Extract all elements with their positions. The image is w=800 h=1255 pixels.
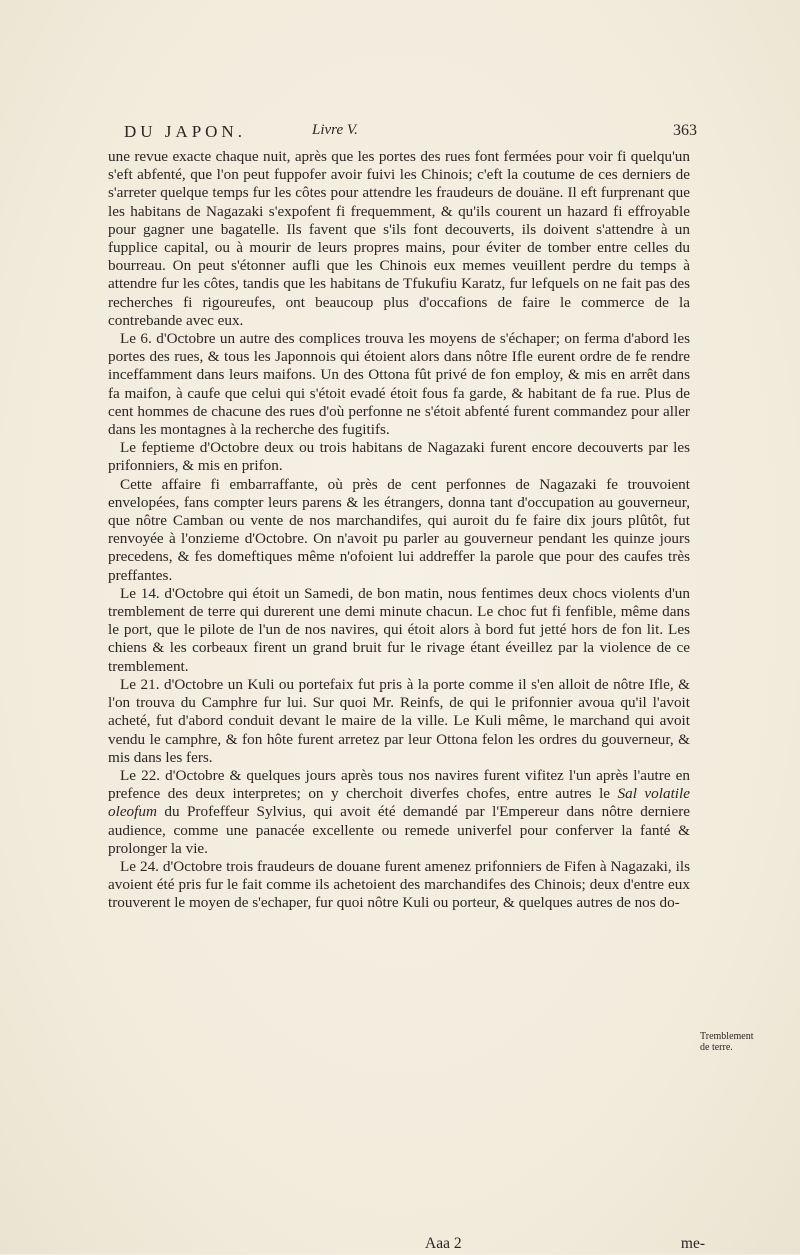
page-footer bbox=[120, 1235, 705, 1255]
margin-note: Tremblement de terre. bbox=[700, 1031, 754, 1053]
signature-mark: Aaa 2 bbox=[425, 1235, 462, 1252]
paragraph-4: Cette affaire fi embarraffante, où près de cent perfonnes de Nagazaki fe trouvoient envelopées, fans compter leurs parens & les étrangers, donna tant d'occupation au gouverneur, que nôtre Camban ou vente de nos marchandifes, qui auroit du fe faire dix jours plûtôt, fut renvoyée à l'onzieme d'Octobre. On n'avoit pu parler au gouverneur pendant les quinze jours precedens, & fes domeftiques même n'ofoient lui addreffer la parole que pour des caufes très preffantes. bbox=[108, 475, 690, 584]
body-text bbox=[108, 148, 690, 913]
running-title: DU JAPON. bbox=[124, 122, 246, 141]
paragraph-3: Le feptieme d'Octobre deux ou trois habitans de Nagazaki furent encore decouverts par les prifonniers, & mis en prifon. bbox=[108, 439, 690, 475]
book-number: Livre V. bbox=[312, 122, 358, 138]
paragraph-1: une revue exacte chaque nuit, après que les portes des rues font fermées pour voir fi quelqu'un s'eft abfenté, que l'on peut fuppofer avoir fuivi les Chinois; c'eft la coutume de ces derniers de s'arreter quelque temps fur les côtes pour attendre les fraudeurs de douäne. Il eft furprenant que les habitans de Nagazaki s'expofent fi frequemment, & qu'ils courent un hazard fi effroyable pour gagner une bagatelle. Ils favent que s'ils font decouverts, ils doivent s'attendre à un fupplice capital, ou à mourir de leurs propres mains, pour éviter de tomber entre celles du bourreau. On peut s'étonner aufli que les Chinois eux memes veuillent perdre du temps à attendre fur les côtes, tandis que les habitans de Tfukufiu Karatz, fur lefquels on ne fait pas des recherches fi rigoureufes, ont beaucoup plus d'occafions de faire le commerce de la contrebande avec eux. bbox=[108, 148, 690, 329]
paragraph-2: Le 6. d'Octobre un autre des complices trouva les moyens de s'échaper; on ferma d'abord les portes des rues, & tous les Japonnois qui étoient alors dans nôtre Ifle eurent ordre de fe rendre inceffamment dans leurs maifons. Un des Ottona fût privé de fon employ, & mis en arrêt dans fa maifon, à caufe que celui qui s'étoit evadé étoit fous fa garde, & habitant de fa rue. Plus de cent hommes de chacune des rues d'où perfonne ne s'étoit abfenté furent commandez pour aller dans les montagnes à la recherche des fugitifs. bbox=[108, 330, 690, 439]
running-header bbox=[112, 122, 697, 148]
paragraph-5: Le 14. d'Octobre qui étoit un Samedi, de bon matin, nous fentimes deux chocs violents d'un tremblement de terre qui durerent une demi minute chacun. Le choc fut fi fenfible, même dans le port, que le pilote de l'un de nos navires, qui étoit alors à bord fut jetté hors de fon lit. Les chiens & les corbeaux firent un grand bruit fur le rivage étant éveillez par la violence de ce tremblement. bbox=[108, 584, 690, 675]
paragraph-7: Le 22. d'Octobre & quelques jours après tous nos navires furent vifitez l'un après l'autre en prefence des deux interpretes; on y cherchoit diverfes chofes, entre autres le Sal volatile oleofum du Profeffeur Sylvius, qui avoit été demandé par l'Empereur dans nôtre derniere audience, comme une panacée excellente ou remede univerfel pour conferver la fanté & prolonger la vie. bbox=[108, 766, 690, 857]
latin-phrase: Sal volatile oleofum bbox=[108, 785, 690, 821]
paragraph-8: Le 24. d'Octobre trois fraudeurs de douane furent amenez prifonniers de Fifen à Nagazaki, ils avoient été pris fur le fait comme ils achetoient des marchandifes des Chinois; deux d'entre eux trouverent le moyen de s'echaper, fur quoi nôtre Kuli ou porteur, & quelques autres de nos do- bbox=[108, 857, 690, 912]
page-number: 363 bbox=[673, 122, 697, 139]
paragraph-6: Le 21. d'Octobre un Kuli ou portefaix fut pris à la porte comme il s'en alloit de nôtre Ifle, & l'on trouva du Camphre fur lui. Sur quoi Mr. Reinfs, de qui le prifonnier avoua qu'il l'avoit acheté, fut d'abord conduit devant le maire de la ville. Le Kuli même, le marchand qui avoit vendu le camphre, & fon hôte furent arretez par leur Ottona felon les ordres du gouverneur, & mis dans les fers. bbox=[108, 675, 690, 766]
catchword: me- bbox=[680, 1235, 705, 1252]
